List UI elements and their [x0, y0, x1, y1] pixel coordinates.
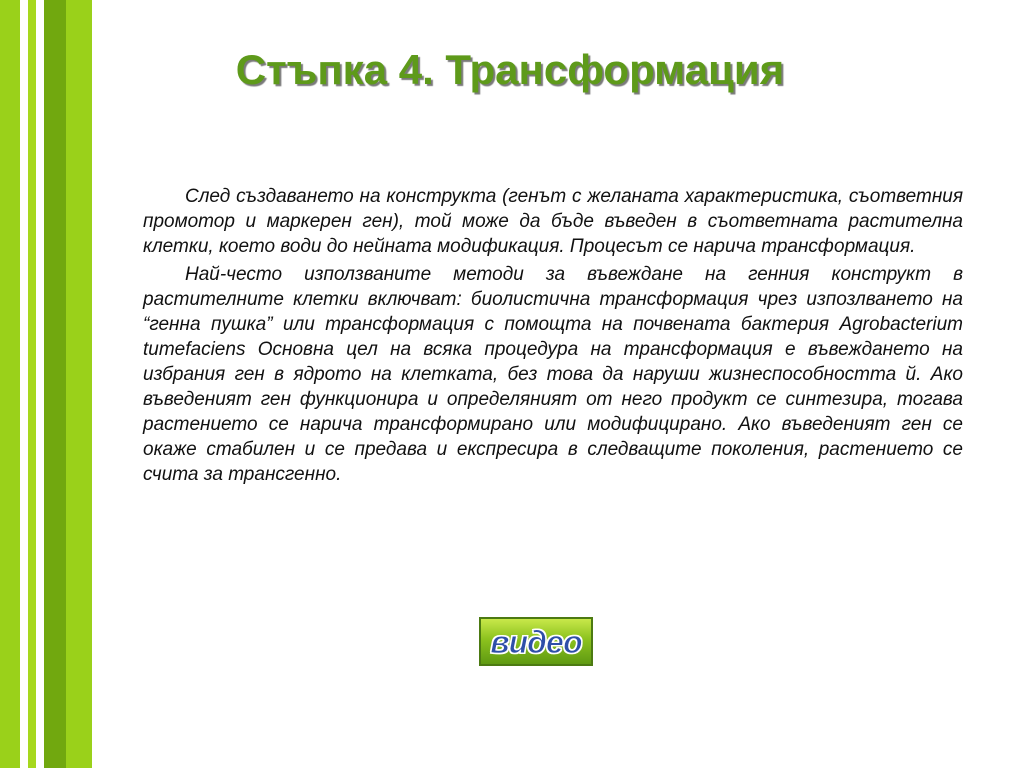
body-paragraph-1: След създаването на конструкта (генът с желаната характеристика, съответния промотор и маркерен ген), той може да бъде въведен в съответната растителна клетки, което води до нейната модификация. Процесът се нарича трансформация.: [143, 186, 963, 257]
decorative-stripe: [66, 0, 92, 768]
decorative-stripe-gap: [20, 0, 28, 768]
decorative-stripe: [28, 0, 36, 768]
body-paragraph-2: Най-често използваните методи за въвеждане на генния конструкт в растителните клетки включват: биолистична трансформация чрез изпозлването на “генна пушка” или трансформация с помощта на почвената бактерия Agrobacterium tumefaciens Основна цел на всяка процедура на трансформация е въвеждането на избрания ген в ядрото на клетката, без това да наруши жизнеспособността й. Ако въведеният ген функционира и определяният от него продукт се синтезира, тогава растението се нарича трансформирано или модифицирано. Ако въведеният ген се окаже стабилен и се предава и експресира в следващите поколения, растението се счита за трансгенно.: [143, 264, 963, 485]
video-button[interactable]: [479, 617, 593, 666]
slide-title: Стъпка 4. Трансформация: [235, 46, 785, 93]
decorative-stripe-gap: [36, 0, 44, 768]
video-button-label: видео: [490, 623, 582, 660]
decorative-stripe: [0, 0, 20, 768]
slide-body: [143, 184, 963, 490]
decorative-stripe-dark: [44, 0, 66, 768]
